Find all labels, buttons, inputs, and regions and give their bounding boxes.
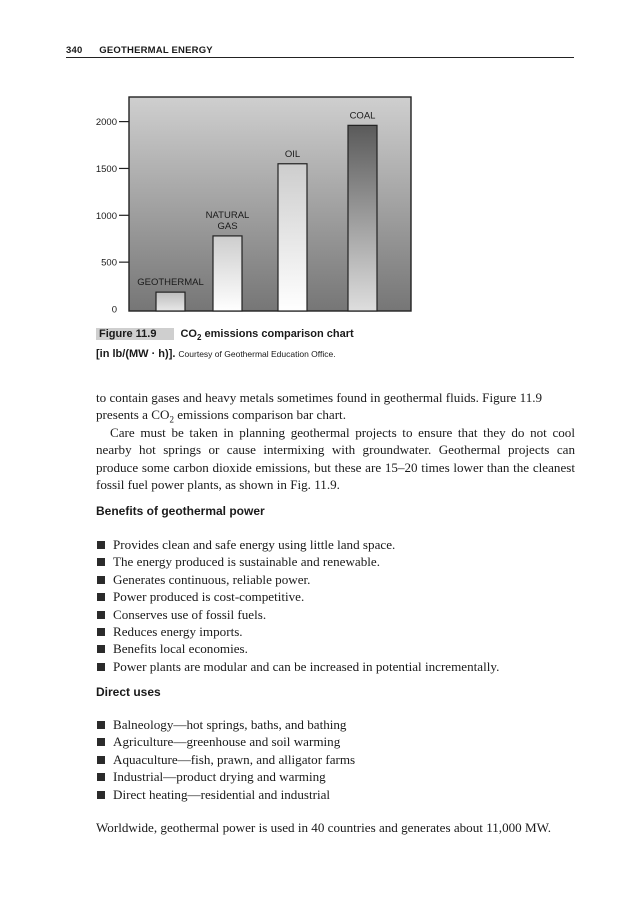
list-item: Agriculture—greenhouse and soil warming (96, 733, 355, 750)
list-item: Balneology—hot springs, baths, and bathing (96, 716, 355, 733)
list-item: Provides clean and safe energy using little land space. (96, 536, 499, 553)
page-number: 340 (66, 45, 83, 56)
co2-bar-chart (0, 0, 622, 330)
figure-credit: Courtesy of Geothermal Education Office. (178, 349, 336, 360)
category-label: NATURAL GAS (205, 209, 250, 232)
list-item: Aquaculture—fish, prawn, and alligator farms (96, 751, 355, 768)
bullet-square-icon (97, 645, 105, 653)
bar-geothermal (156, 292, 185, 311)
figure-title: $CO_2$ emissions comparison chart (180, 328, 354, 343)
list-item: Power produced is cost-competitive. (96, 588, 499, 605)
y-tick-label: 0 (111, 304, 117, 316)
figure-caption (96, 326, 354, 362)
paragraph-2: Care must be taken in planning geothermal projects to ensure that they do not cool nearby hot springs or cause intermixing with groundwater. Geothermal projects can produce some carbon dioxide emissions, but these are 15–20 times lower than the cleanest fossil fuel power plants, as shown in Fig. 11.9. (96, 425, 575, 493)
bar-coal (348, 125, 377, 311)
benefits-list (96, 536, 499, 675)
paragraph-1-line-2: presents a $CO_2$ emissions comparison bar chart. (96, 407, 346, 426)
bullet-square-icon (97, 576, 105, 584)
bullet-square-icon (97, 611, 105, 619)
paragraph-1-line-1: to contain gases and heavy metals sometimes found in geothermal fluids. Figure 11.9 (96, 390, 543, 405)
bullet-square-icon (97, 791, 105, 799)
bullet-square-icon (97, 738, 105, 746)
bullet-square-icon (97, 558, 105, 566)
bullet-square-icon (97, 721, 105, 729)
list-item: Power plants are modular and can be increased in potential incrementally. (96, 658, 499, 675)
closing-paragraph: Worldwide, geothermal power is used in 40 countries and generates about 11,000 MW. (96, 820, 552, 835)
y-tick-label: 2000 (95, 117, 117, 129)
list-item: Reduces energy imports. (96, 623, 499, 640)
direct-uses-heading: Direct uses (96, 685, 161, 699)
list-item: Direct heating—residential and industrial (96, 786, 355, 803)
figure-number: Figure 11.9 (96, 328, 174, 340)
category-label: COAL (349, 110, 376, 122)
bullet-square-icon (97, 773, 105, 781)
list-item: Conserves use of fossil fuels. (96, 606, 499, 623)
figure-unit: [in lb/(MW · h)]. (96, 348, 176, 361)
bullet-square-icon (97, 628, 105, 636)
y-tick-label: 1000 (95, 210, 117, 222)
bullet-square-icon (97, 593, 105, 601)
bar-natural-gas (213, 236, 242, 311)
benefits-heading: Benefits of geothermal power (96, 504, 265, 518)
bullet-square-icon (97, 541, 105, 549)
list-item: Generates continuous, reliable power. (96, 571, 499, 588)
bar-oil (278, 164, 307, 311)
direct-uses-list (96, 716, 355, 803)
bullet-square-icon (97, 663, 105, 671)
category-label: GEOTHERMAL (137, 277, 204, 289)
category-label: OIL (284, 148, 301, 160)
list-item: Benefits local economies. (96, 640, 499, 657)
running-title: GEOTHERMAL ENERGY (99, 45, 213, 56)
list-item: Industrial—product drying and warming (96, 768, 355, 785)
list-item: The energy produced is sustainable and renewable. (96, 553, 499, 570)
y-tick-label: 1500 (95, 163, 117, 175)
y-tick-label: 500 (101, 257, 117, 269)
bullet-square-icon (97, 756, 105, 764)
